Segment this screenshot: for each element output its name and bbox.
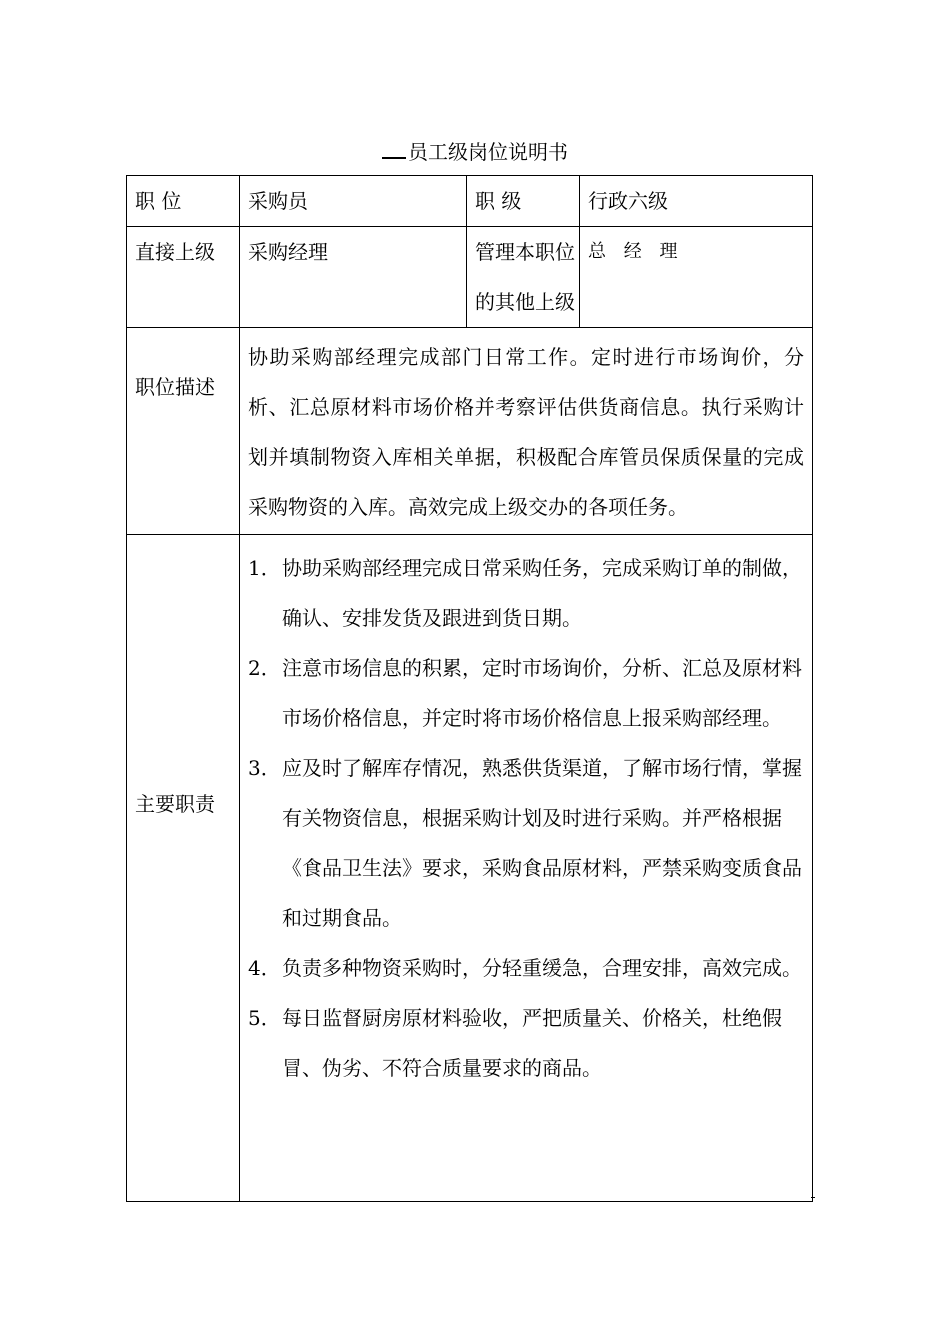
job-description-table — [126, 175, 813, 1202]
list-item-text: 负责多种物资采购时，分轻重缓急，合理安排，高效完成。 — [282, 956, 802, 980]
list-item — [248, 993, 804, 1093]
other-superiors-label-line1: 管理本职位 — [475, 240, 575, 264]
title-blank-underline — [382, 139, 406, 159]
responsibilities-list — [248, 535, 804, 1093]
list-item-text: 应及时了解库存情况，熟悉供货渠道，了解市场行情，掌握有关物资信息，根据采购计划及时进行采购。并严格根据《食品卫生法》要求，采购食品原材料，严禁采购变质食品和过期食品。 — [282, 756, 802, 930]
position-value-cell — [240, 176, 467, 227]
description-label-cell — [127, 328, 240, 535]
row-superior — [127, 227, 813, 328]
description-text: 协助采购部经理完成部门日常工作。定时进行市场询价，分析、汇总原材料市场价格并考察评估供货商信息。执行采购计划并填制物资入库相关单据，积极配合库管员保质保量的完成采购物资的入库。高效完成上级交办的各项任务。 — [248, 345, 804, 519]
list-item-text: 每日监督厨房原材料验收，严把质量关、价格关，杜绝假冒、伪劣、不符合质量要求的商品。 — [282, 1006, 782, 1080]
list-item-number: 2． — [248, 656, 281, 680]
other-superiors-label-line2: 的其他上级 — [475, 290, 575, 314]
level-label: 职 级 — [475, 189, 522, 213]
superior-value-cell — [240, 227, 467, 328]
responsibilities-cell — [240, 535, 813, 1202]
title-text: 员工级岗位说明书 — [408, 140, 568, 164]
list-item — [248, 643, 804, 743]
document-title — [0, 138, 950, 166]
table-border-tail — [811, 1197, 815, 1198]
other-superiors-value: 总 经 理 — [588, 241, 684, 262]
list-item-number: 4． — [248, 956, 281, 980]
superior-label-cell — [127, 227, 240, 328]
other-superiors-label-cell — [467, 227, 580, 328]
responsibilities-label-cell — [127, 535, 240, 1202]
list-item-number: 1． — [248, 556, 281, 580]
position-value: 采购员 — [248, 189, 308, 213]
responsibilities-label: 主要职责 — [135, 792, 215, 816]
position-label: 职 位 — [135, 189, 182, 213]
other-superiors-value-cell — [580, 227, 813, 328]
description-label: 职位描述 — [135, 375, 215, 399]
list-item-number: 3． — [248, 756, 281, 780]
list-item-number: 5． — [248, 1006, 281, 1030]
description-text-cell — [240, 328, 813, 535]
list-item-text: 协助采购部经理完成日常采购任务，完成采购订单的制做，确认、安排发货及跟进到货日期。 — [282, 556, 802, 630]
position-label-cell — [127, 176, 240, 227]
row-responsibilities — [127, 535, 813, 1202]
superior-value: 采购经理 — [248, 240, 328, 264]
superior-label: 直接上级 — [135, 240, 215, 264]
list-item — [248, 743, 804, 943]
list-item-text: 注意市场信息的积累，定时市场询价，分析、汇总及原材料市场价格信息，并定时将市场价格信息上报采购部经理。 — [282, 656, 802, 730]
level-value: 行政六级 — [588, 189, 668, 213]
row-description — [127, 328, 813, 535]
list-item — [248, 543, 804, 643]
row-position — [127, 176, 813, 227]
list-item — [248, 943, 804, 993]
level-label-cell — [467, 176, 580, 227]
level-value-cell — [580, 176, 813, 227]
